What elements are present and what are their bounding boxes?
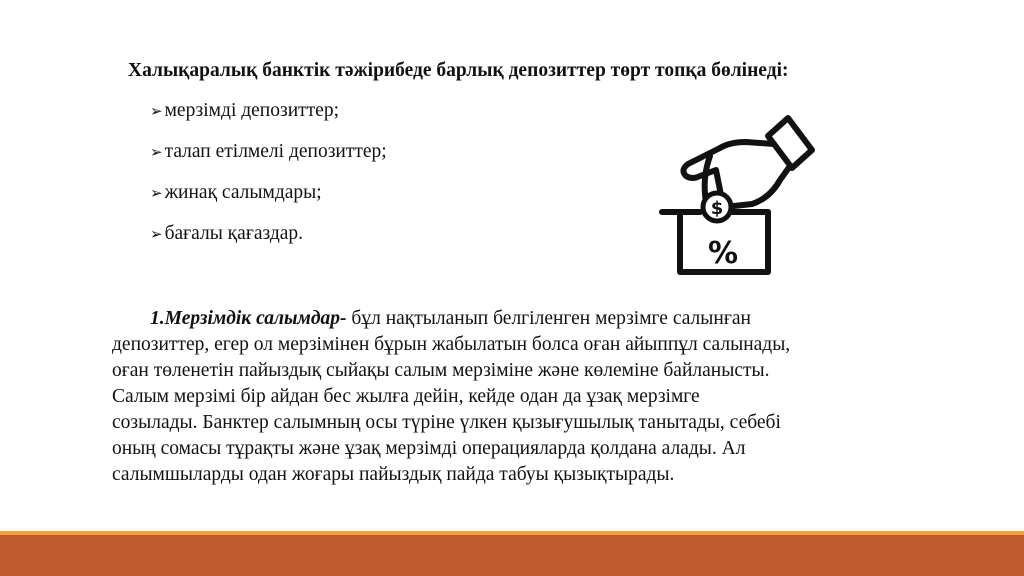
list-item-label: жинақ салымдары;: [164, 181, 322, 203]
footer-band: [0, 535, 1024, 576]
arrowhead-bullet-icon: ➢: [150, 183, 163, 202]
list-item: [150, 182, 387, 203]
list-item-label: талап етілмелі депозиттер;: [164, 140, 387, 162]
list-item-label: бағалы қағаздар.: [164, 222, 304, 244]
list-item: [150, 223, 387, 244]
coin-dollar-symbol: $: [710, 198, 724, 219]
paragraph-line: Салым мерзімі бір айдан бес жылға дейін, кейде одан да ұзақ мерзімге: [112, 386, 700, 407]
paragraph-line: оның сомасы тұрақты және ұзақ мерзімді операцияларда қолдана алады. Ал: [112, 438, 746, 459]
arrowhead-bullet-icon: ➢: [150, 224, 163, 243]
paragraph-lead-term: 1.Мерзімдік салымдар-: [150, 308, 347, 329]
paragraph-line: депозиттер, егер ол мерзімінен бұрын жабылатын болса оған айыппұл салынады,: [112, 334, 791, 355]
list-item-label: мерзімді депозиттер;: [164, 99, 340, 121]
hand-depositing-coin-icon: [650, 108, 820, 280]
slide-heading: Халықаралық банктік тәжірибеде барлық депозиттер төрт топқа бөлінеді:: [128, 60, 789, 81]
list-item: [150, 100, 387, 121]
term-deposits-paragraph: [112, 306, 952, 488]
paragraph-line: салымшыларды одан жоғары пайыздық пайда табуы қызықтырады.: [112, 464, 675, 485]
arrowhead-bullet-icon: ➢: [150, 142, 163, 161]
arrowhead-bullet-icon: ➢: [150, 101, 163, 120]
paragraph-line: 1.Мерзімдік салымдар- бұл нақтыланып белгіленген мерзімге салынған: [150, 308, 751, 329]
paragraph-line: оған төленетін пайыздық сыйақы салым мерзіміне және көлеміне байланысты.: [112, 360, 770, 381]
list-item: [150, 141, 387, 162]
deposit-types-list: [150, 100, 387, 264]
box-percent-symbol: %: [707, 236, 739, 271]
paragraph-line: созылады. Банктер салымның осы түріне үлкен қызығушылық танытады, себебі: [112, 412, 781, 433]
